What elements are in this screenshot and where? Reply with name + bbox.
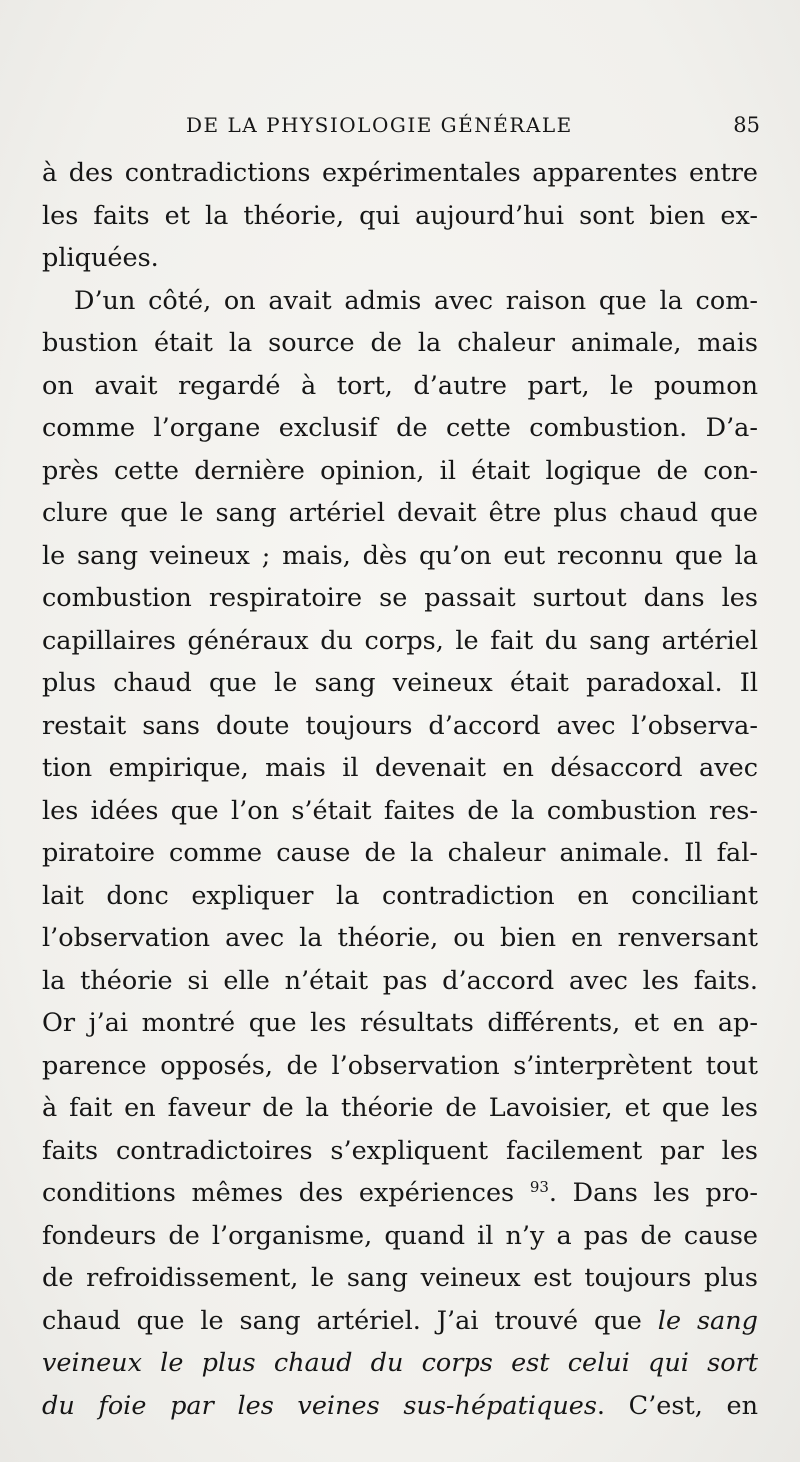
text-line: près cette dernière opinion, il était logique de con- <box>42 455 758 486</box>
text-line: fondeurs de l’organisme, quand il n’y a pas de cause <box>42 1220 758 1251</box>
text-line: bustion était la source de la chaleur animale, mais <box>42 328 758 358</box>
page-header <box>186 110 766 140</box>
text-line: l’observation avec la théorie, ou bien en renversant <box>42 923 758 953</box>
text-line: parence opposés, de l’observation s’interprètent tout <box>42 1050 758 1081</box>
body-text <box>42 152 758 1427</box>
text-line: à fait en faveur de la théorie de Lavoisier, et que les <box>42 1093 758 1123</box>
text-line: restait sans doute toujours d’accord avec l’observa- <box>42 710 758 741</box>
text-segment: . C’est, en <box>596 1390 758 1421</box>
text-line: piratoire comme cause de la chaleur animale. Il fal- <box>42 838 758 868</box>
text-line: combustion respiratoire se passait surtout dans les <box>42 583 758 613</box>
text-line: la théorie si elle n’était pas d’accord avec les faits. <box>42 965 758 996</box>
footnote-reference[interactable]: 93 <box>529 1178 549 1196</box>
italic-text-line: veineux le plus chaud du corps est celui qui sort <box>42 1348 758 1378</box>
running-title: DE LA PHYSIOLOGIE GÉNÉRALE <box>186 113 573 137</box>
text-line: clure que le sang artériel devait être plus chaud que <box>42 498 758 528</box>
text-line: plus chaud que le sang veineux était paradoxal. Il <box>42 668 758 698</box>
text-line: D’un côté, on avait admis avec raison que la com- <box>74 285 758 316</box>
text-line: lait donc expliquer la contradiction en conciliant <box>42 880 758 911</box>
text-line: Or j’ai montré que les résultats différents, et en ap- <box>42 1008 758 1038</box>
text-line: on avait regardé à tort, d’autre part, le poumon <box>42 370 758 401</box>
italic-segment: du foie par les veines sus-hépatiques <box>42 1390 597 1421</box>
text-line: de refroidissement, le sang veineux est toujours plus <box>42 1263 758 1293</box>
text-line: les idées que l’on s’était faites de la combustion res- <box>42 795 758 826</box>
text-line-with-footnote <box>42 1172 758 1215</box>
text-segment: conditions mêmes des expériences <box>42 1178 530 1208</box>
italic-segment: le sang <box>657 1305 758 1336</box>
text-line: comme l’organe exclusif de cette combustion. D’a- <box>42 413 758 443</box>
text-line <box>42 1385 758 1428</box>
text-line: à des contradictions expérimentales apparentes entre <box>42 158 758 188</box>
text-line <box>42 1300 758 1343</box>
page-number: 85 <box>733 113 760 137</box>
text-line: le sang veineux ; mais, dès qu’on eut reconnu que la <box>42 540 758 571</box>
text-line: tion empirique, mais il devenait en désaccord avec <box>42 753 758 783</box>
text-segment: . Dans les pro- <box>548 1178 758 1208</box>
text-line: faits contradictoires s’expliquent facilement par les <box>42 1135 758 1166</box>
text-line: capillaires généraux du corps, le fait du sang artériel <box>42 625 758 656</box>
text-segment: chaud que le sang artériel. J’ai trouvé que <box>42 1305 658 1336</box>
text-line: pliquées. <box>42 243 159 273</box>
text-line: les faits et la théorie, qui aujourd’hui sont bien ex- <box>42 200 758 231</box>
